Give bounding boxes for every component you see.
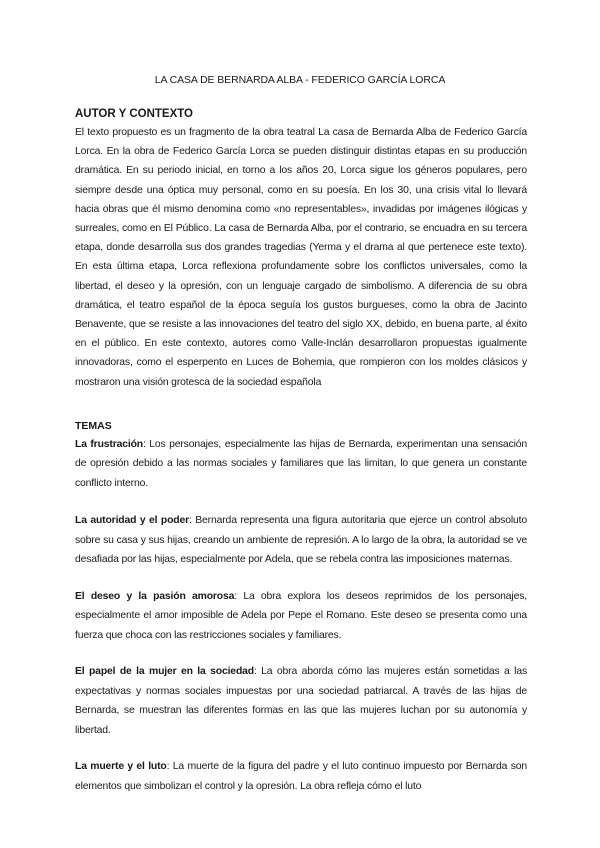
theme-paragraph-frustration: [75, 435, 527, 494]
section-heading-author: AUTOR Y CONTEXTO: [75, 108, 194, 120]
theme-text: : La muerte de la figura del padre y el luto continuo impuesto por Bernarda son elementos que simbolizan el control y la opresión. La obra refleja cómo el luto: [75, 761, 527, 792]
theme-paragraph-desire: [75, 587, 527, 646]
theme-term: La frustración: [75, 438, 143, 450]
theme-term: La autoridad y el poder: [75, 515, 190, 527]
theme-text: : Bernarda representa una figura autoritaria que ejerce un control absoluto sobre su casa y sus hijas, creando un ambiente de represión. A lo largo de la obra, la autoridad se ve desafiada por las hijas, especialmente por Adela, que se rebela contra las imposiciones maternas.: [75, 515, 527, 566]
document-body: [75, 106, 527, 796]
theme-text: : La obra explora los deseos reprimidos de los personajes, especialmente el amor imposible de Adela por Pepe el Romano. Este deseo se presenta como una fuerza que choca con las restricciones sociales y familiares.: [75, 590, 528, 641]
theme-paragraph-authority: [75, 511, 527, 570]
document-title: LA CASA DE BERNARDA ALBA - FEDERICO GARCÍA LORCA: [154, 74, 446, 86]
theme-paragraph-women: [75, 662, 527, 740]
theme-paragraph-death: [75, 757, 527, 796]
section-heading-themes: TEMAS: [75, 419, 112, 432]
theme-term: El papel de la mujer en la sociedad: [75, 666, 254, 678]
theme-term: El deseo y la pasión amorosa: [75, 590, 235, 602]
author-context-paragraph: El texto propuesto es un fragmento de la obra teatral La casa de Bernarda Alba de Federico García Lorca. En la obra de Federico García Lorca se pueden distinguir distintas etapas en su producción dramática. En su periodo inicial, en torno a los años 20, Lorca sigue los géneros populares, pero siempre desde una óptica muy personal, como en su poesía. En los 30, una crisis vital lo llevará hacia obras que él mismo denomina como «no representables», invadidas por imágenes ilógicas y surreales, como en El Público. La casa de Bernarda Alba, por el contrario, se encuadra en su tercera etapa, donde desarrolla sus dos grandes tragedias (Yerma y el drama al que pertenece este texto). En esta última etapa, Lorca reflexiona profundamente sobre los conflictos universales, como la libertad, el deseo y la opresión, con un lenguaje cargado de simbolismo. A diferencia de su obra dramática, el teatro español de la época seguía los gustos burgueses, como la obra de Jacinto Benavente, que se resiste a las innovaciones del teatro del siglo XX, debido, en buena parte, al éxito en el público. En este contexto, autores como Valle-Inclán desarrollaron propuestas igualmente innovadoras, como el esperpento en Luces de Bohemia, que rompieron con los moldes clásicos y mostraron una visión grotesca de la sociedad española: [75, 127, 527, 388]
theme-text: : La obra aborda cómo las mujeres están sometidas a las expectativas y normas sociales impuestas por una sociedad patriarcal. A través de las hijas de Bernarda, se muestran las diferentes formas en las que las mujeres luchan por su autonomía y libertad.: [75, 666, 527, 736]
theme-text: : Los personajes, especialmente las hijas de Bernarda, experimentan una sensación de opresión debido a las normas sociales y familiares que las limitan, lo que genera un constante conflicto interno.: [75, 438, 527, 489]
theme-term: La muerte y el luto: [75, 761, 167, 773]
